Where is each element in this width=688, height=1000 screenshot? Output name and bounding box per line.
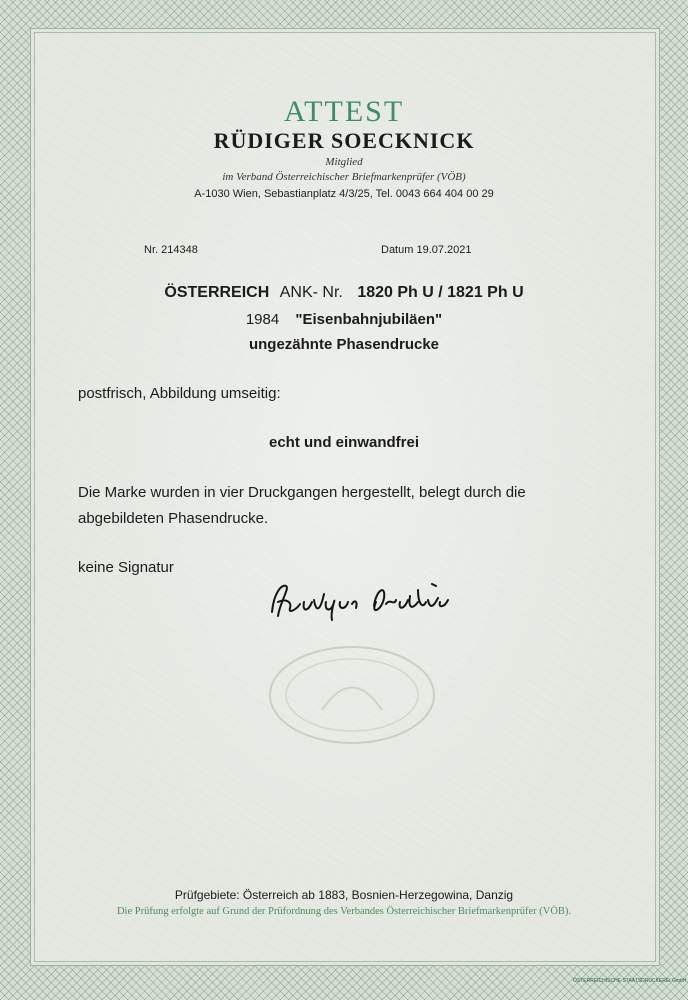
member-label: Mitglied — [325, 156, 363, 168]
regulation-note: Die Prüfung erfolgte auf Grund der Prüfordnung des Verbandes Österreichischer Briefmarkenprüfer (VÖB). — [116, 906, 572, 917]
certificate-date: Datum 19.07.2021 — [381, 244, 472, 256]
catalog-numbers: 1820 Ph U / 1821 Ph U — [357, 284, 524, 301]
condition-text: postfrisch, Abbildung umseitig: — [78, 385, 281, 402]
handwritten-signature — [262, 572, 462, 632]
ank-label: ANK- Nr. — [279, 284, 343, 301]
verdict-text: echt und einwandfrei — [268, 434, 419, 451]
examination-areas: Prüfgebiete: Österreich ab 1883, Bosnien-Herzegowina, Danzig — [174, 888, 514, 902]
item-description: ungezähnte Phasendrucke — [248, 336, 440, 353]
certificate-title: ATTEST — [283, 95, 405, 128]
item-country: ÖSTERREICH — [164, 284, 270, 301]
embossed-seal — [262, 640, 442, 750]
issue-name: "Eisenbahnjubiläen" — [295, 311, 443, 328]
signature-note: keine Signatur — [78, 559, 174, 576]
issue-year: 1984 — [245, 311, 280, 328]
examiner-name: RÜDIGER SOECKNICK — [213, 128, 475, 153]
item-issue-line — [0, 311, 688, 328]
item-catalog-line — [0, 284, 688, 302]
note-line-2: abgebildeten Phasendrucke. — [78, 510, 269, 527]
printer-imprint: ÖSTERREICHISCHE STAATSDRUCKEREI GmbH — [573, 978, 687, 984]
examiner-address: A-1030 Wien, Sebastianplatz 4/3/25, Tel. 0043 664 404 00 29 — [194, 188, 494, 200]
note-line-1: Die Marke wurden in vier Druckgangen hergestellt, belegt durch die — [78, 484, 526, 501]
association-name: im Verband Österreichischer Briefmarkenprüfer (VÖB) — [222, 171, 466, 183]
certificate-number: Nr. 214348 — [144, 244, 198, 256]
